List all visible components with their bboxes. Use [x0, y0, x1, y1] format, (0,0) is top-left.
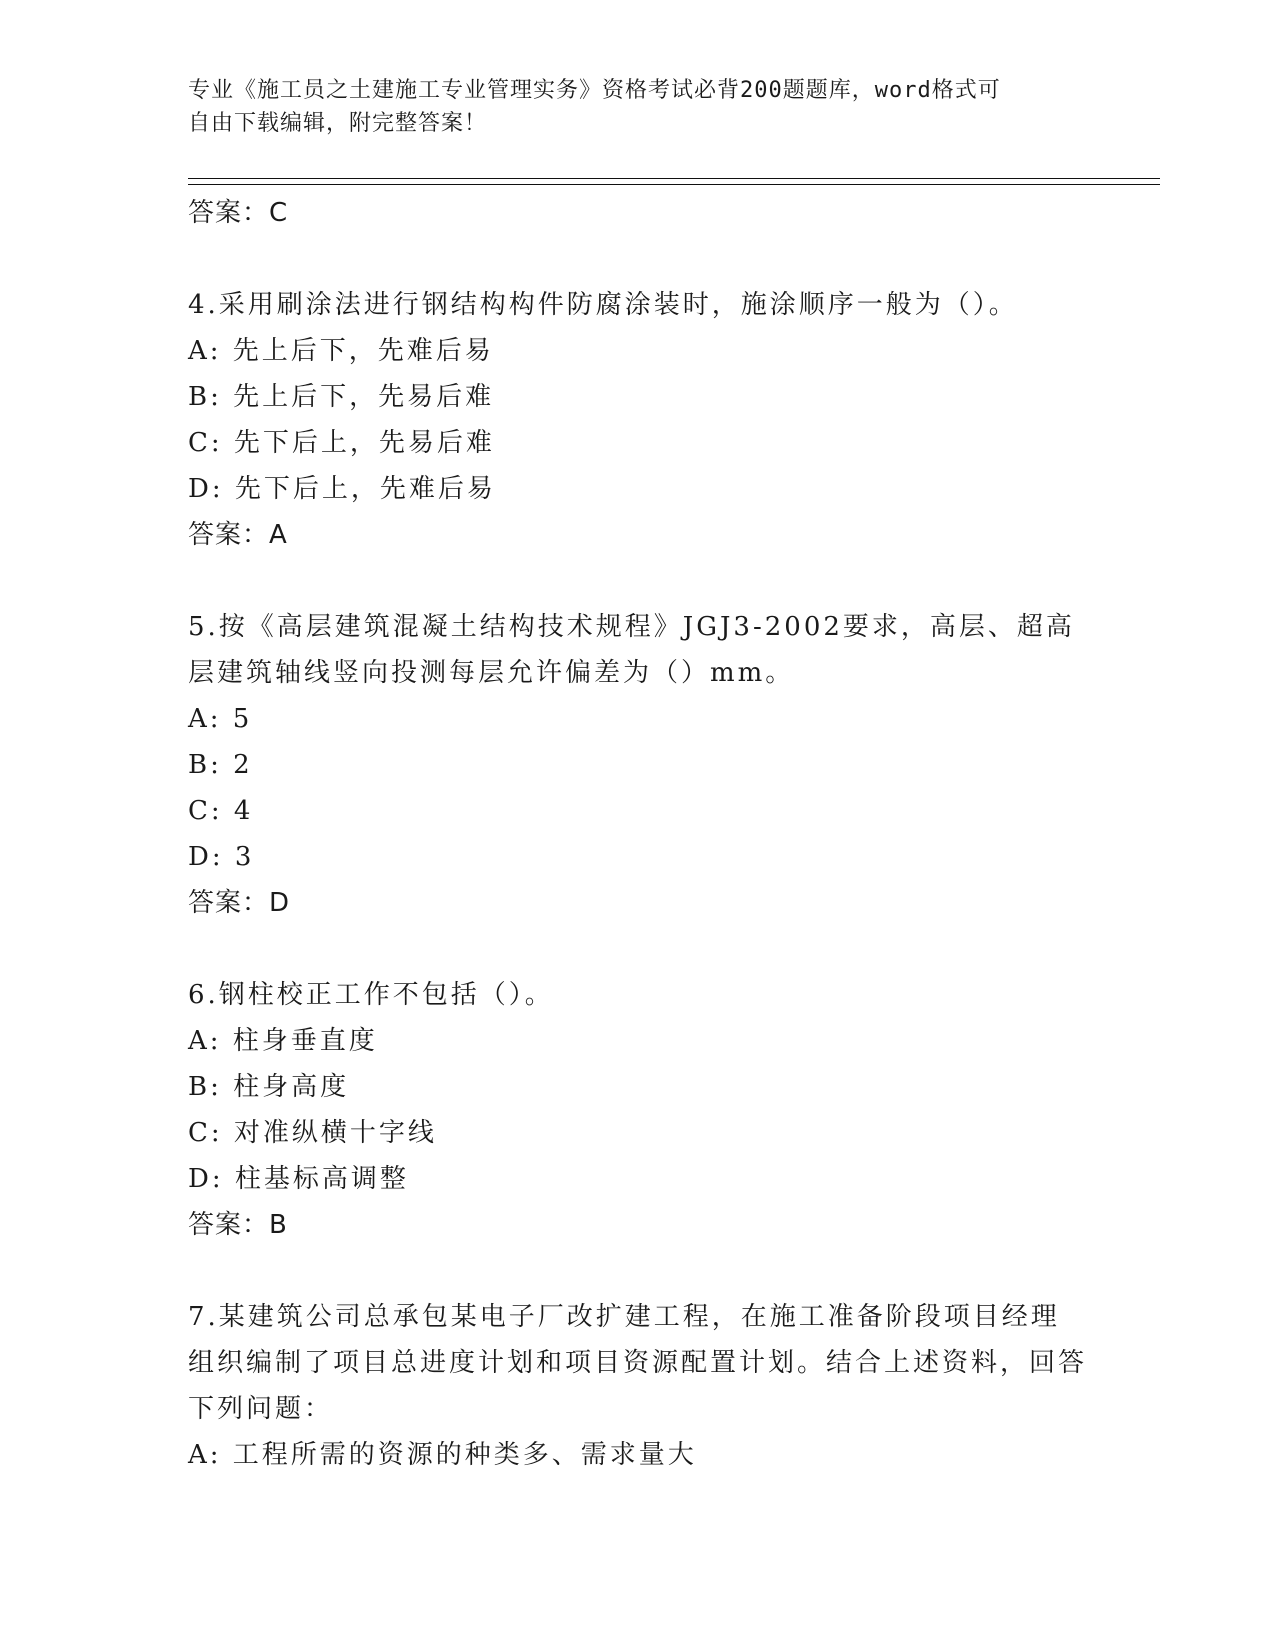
question-5-option-c: C: 4: [188, 796, 254, 826]
page-header: [188, 74, 1068, 140]
question-4-answer: 答案：A: [188, 520, 288, 550]
spacer: [188, 558, 1088, 604]
document-body: [188, 190, 1088, 1478]
question-7: 7.某建筑公司总承包某电子厂改扩建工程，在施工准备阶段项目经理组织编制了项目总进度计划和项目资源配置计划。结合上述资料，回答下列问题：: [188, 1302, 1088, 1424]
question-6-option-d: D: 柱基标高调整: [188, 1164, 409, 1194]
question-4-option-c: C: 先下后上，先易后难: [188, 428, 495, 458]
question-5-option-a: A: 5: [188, 704, 253, 734]
answer-prev: 答案：C: [188, 198, 289, 228]
question-6-option-c: C: 对准纵横十字线: [188, 1118, 437, 1148]
spacer: [188, 1248, 1088, 1294]
question-6-option-a: A: 柱身垂直度: [188, 1026, 378, 1056]
question-6-answer: 答案：B: [188, 1210, 288, 1240]
spacer: [188, 236, 1088, 282]
question-6: 6.钢柱校正工作不包括（）。: [188, 980, 554, 1010]
header-line-2: 自由下载编辑，附完整答案！: [188, 111, 488, 136]
question-4-option-d: D: 先下后上，先难后易: [188, 474, 496, 504]
question-6-option-b: B: 柱身高度: [188, 1072, 350, 1102]
question-5: 5.按《高层建筑混凝土结构技术规程》JGJ3-2002要求，高层、超高层建筑轴线竖向投测每层允许偏差为（）mm。: [188, 612, 1075, 688]
question-4-option-a: A: 先上后下，先难后易: [188, 336, 494, 366]
question-5-answer: 答案：D: [188, 888, 291, 918]
header-line-1: 专业《施工员之土建施工专业管理实务》资格考试必背200题题库，word格式可: [188, 78, 1001, 103]
question-5-option-b: B: 2: [188, 750, 253, 780]
question-5-option-d: D: 3: [188, 842, 255, 872]
question-4: 4.采用刷涂法进行钢结构构件防腐涂装时，施涂顺序一般为（）。: [188, 290, 1018, 320]
header-rule-top: [188, 178, 1160, 179]
header-rule-bottom: [188, 184, 1160, 185]
question-4-option-b: B: 先上后下，先易后难: [188, 382, 495, 412]
question-7-option-a: A: 工程所需的资源的种类多、需求量大: [188, 1440, 697, 1470]
spacer: [188, 926, 1088, 972]
